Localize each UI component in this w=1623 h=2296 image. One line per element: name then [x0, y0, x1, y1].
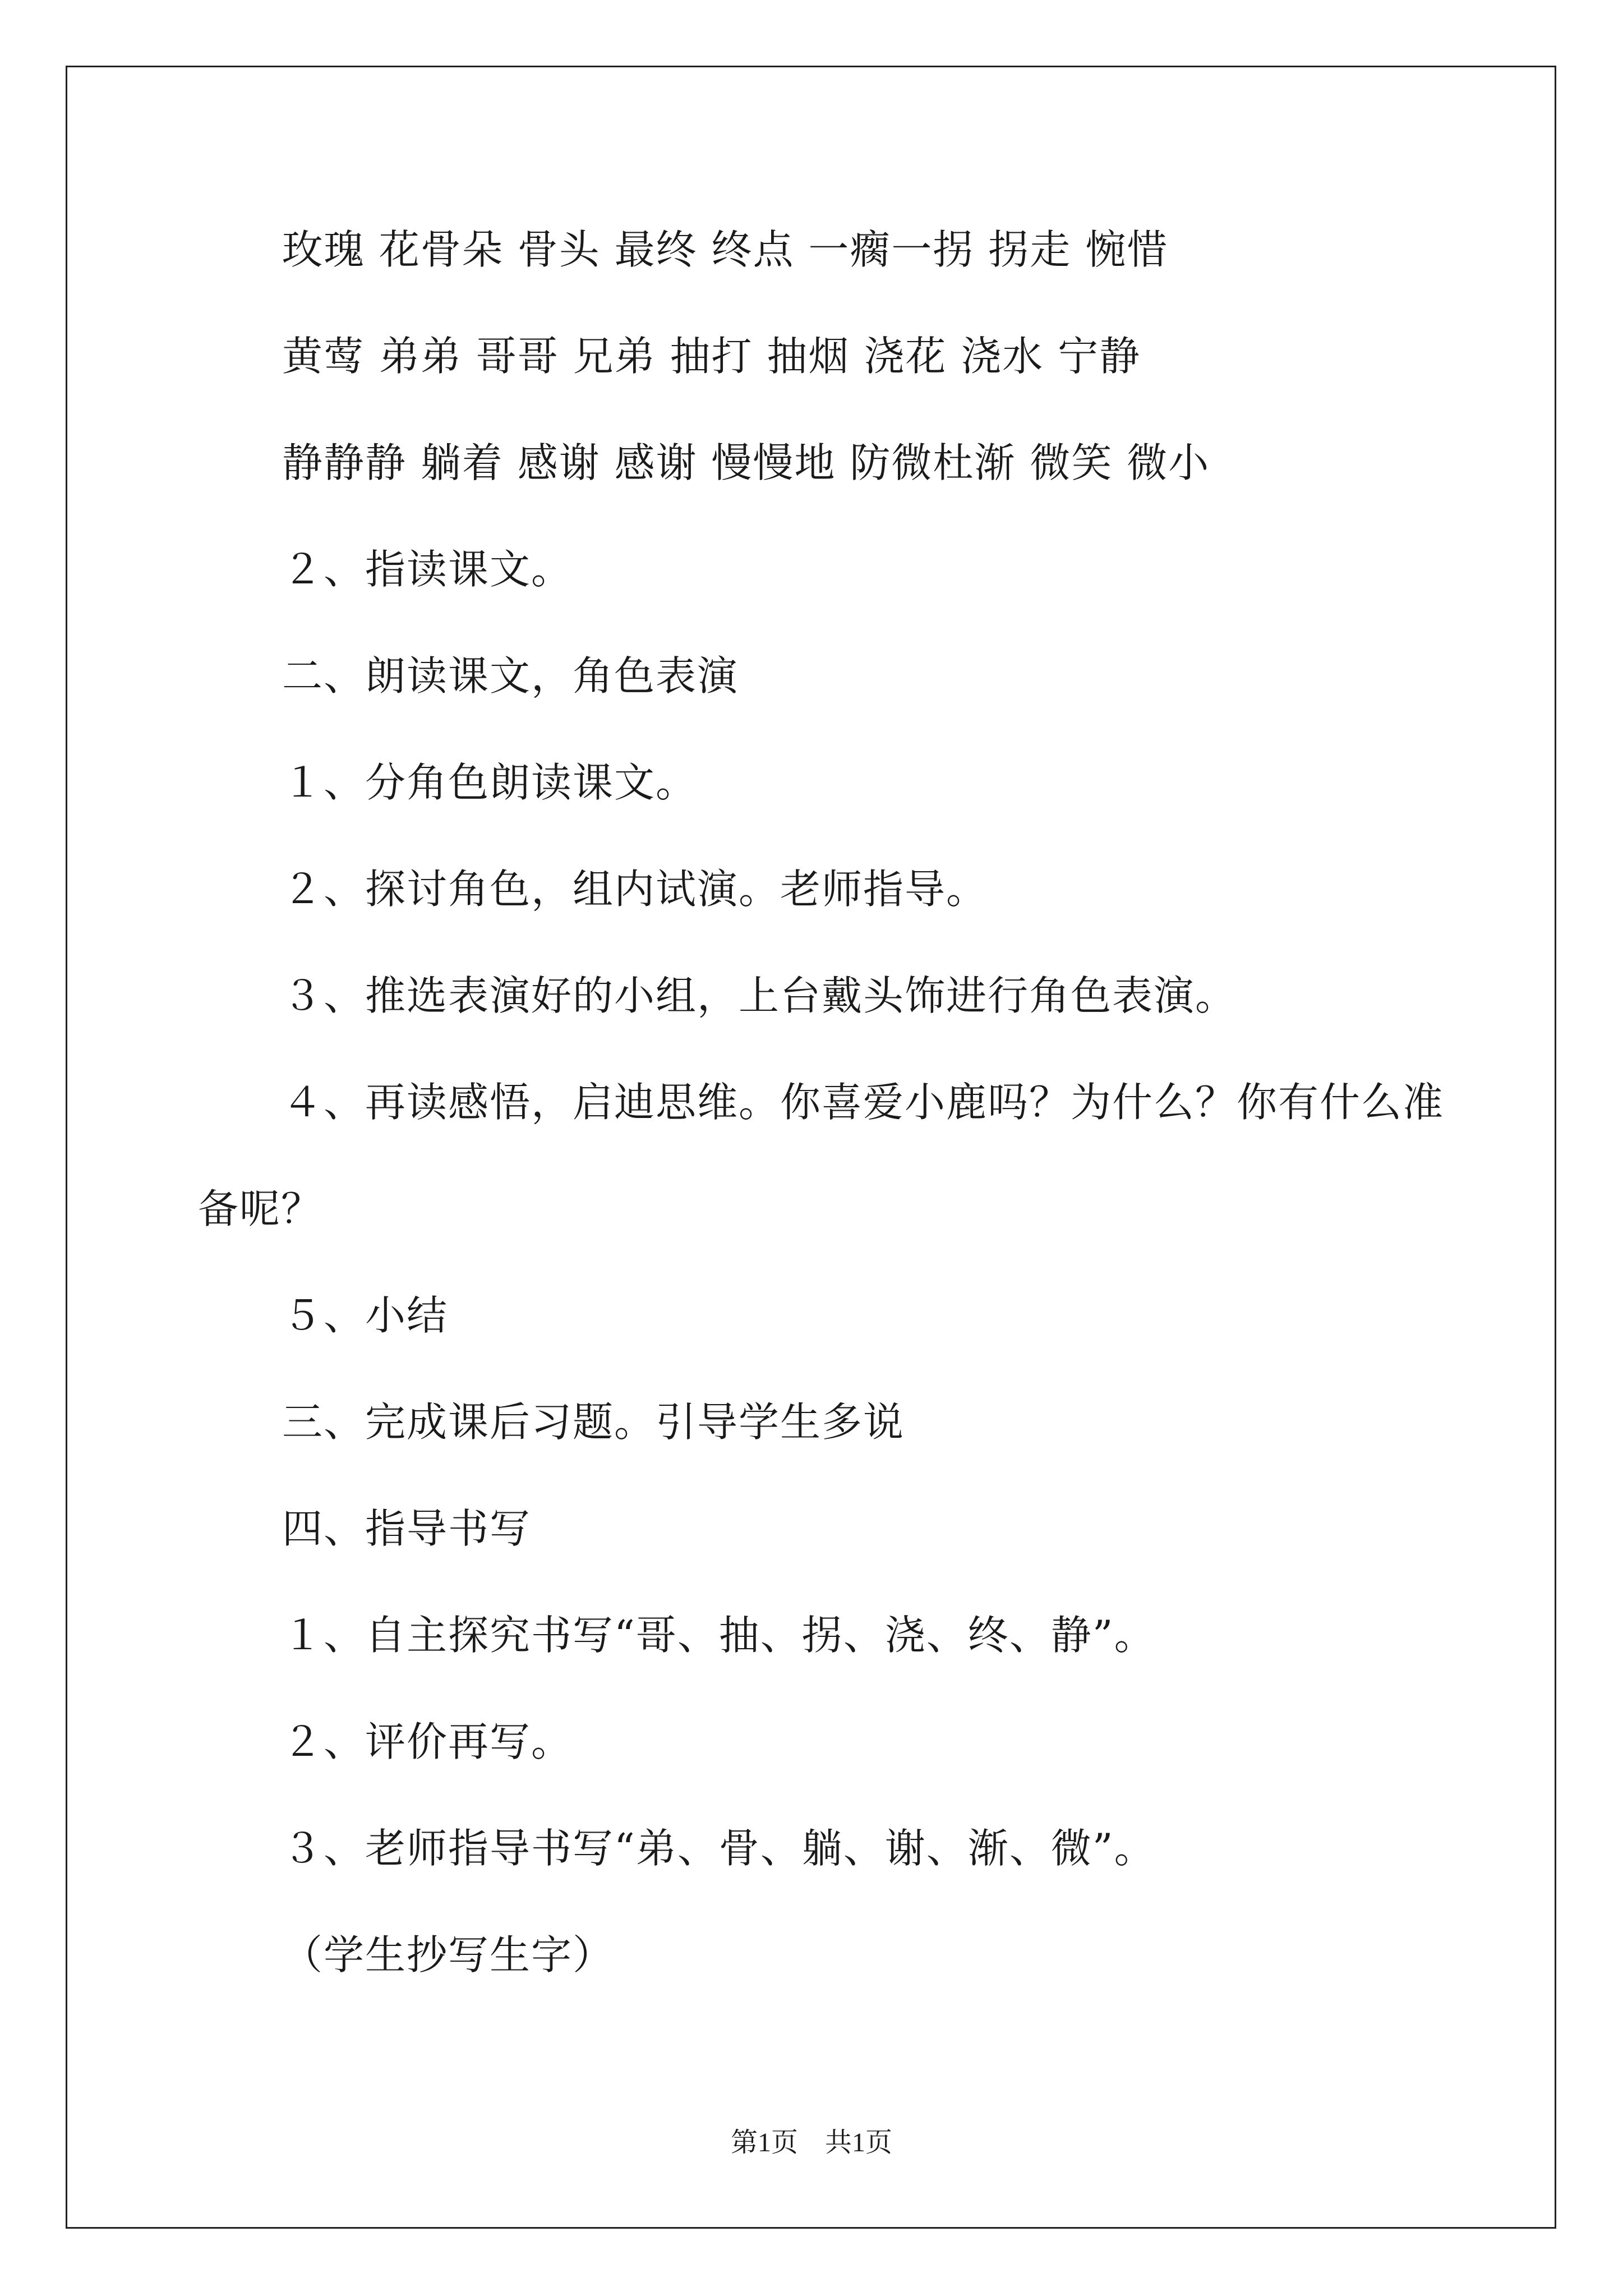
paragraph-line: ４、再读感悟，启迪思维。你喜爱小鹿吗？为什么？你有什么准 — [282, 1079, 1445, 1126]
paragraph-line: ２、探讨角色，组内试演。老师指导。 — [282, 866, 988, 913]
vocab-line-1: 玫瑰 花骨朵 骨头 最终 终点 一瘸一拐 拐走 惋惜 — [282, 226, 1169, 273]
page-border — [66, 66, 1556, 2229]
paragraph-line: １、分角色朗读课文。 — [282, 759, 698, 806]
section-heading: 四、指导书写 — [282, 1505, 532, 1552]
paragraph-continuation: 备呢？ — [198, 1185, 323, 1232]
vocab-line-3: 静静静 躺着 感谢 感谢 慢慢地 防微杜渐 微笑 微小 — [282, 439, 1210, 486]
paragraph-line: ５、小结 — [282, 1292, 449, 1339]
paragraph-line: ３、推选表演好的小组，上台戴头饰进行角色表演。 — [282, 972, 1237, 1019]
vocab-line-2: 黄莺 弟弟 哥哥 兄弟 抽打 抽烟 浇花 浇水 宁静 — [282, 333, 1141, 380]
paragraph-line: ２、指读课文。 — [282, 546, 573, 593]
section-heading: 三、完成课后习题。引导学生多说 — [282, 1398, 905, 1446]
paragraph-line: ２、评价再写。 — [282, 1718, 573, 1765]
section-heading: 二、朗读课文，角色表演 — [282, 652, 739, 700]
paragraph-line: ３、老师指导书写“弟、骨、躺、谢、渐、微”。 — [282, 1825, 1156, 1872]
paragraph-line: （学生抄写生字） — [282, 1931, 615, 1978]
page-number-footer: 第1页 共1页 — [730, 2128, 892, 2157]
paragraph-line: １、自主探究书写“哥、抽、拐、浇、终、静”。 — [282, 1612, 1156, 1659]
